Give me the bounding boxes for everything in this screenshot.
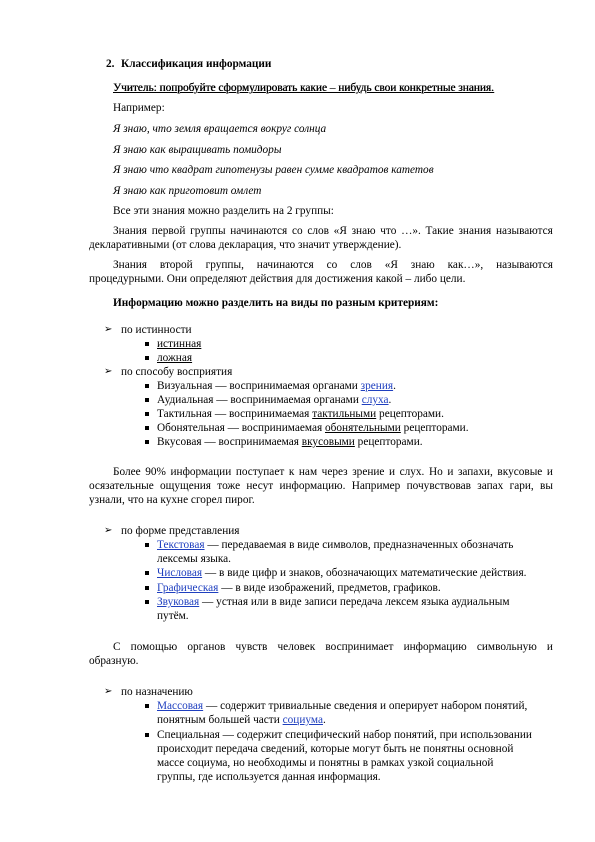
criterion-perception: по способу восприятия [121,366,233,378]
arrow-bullet-icon: ➢ [104,525,113,536]
arrow-bullet-icon: ➢ [104,324,113,335]
paragraph-perceive-line1: С помощью органов чувств человек воспринимает информацию символьную и [113,641,553,653]
form-item-sound: Звуковая — устная или в виде записи передача лексем языка аудиальным [157,596,510,608]
perception-item-visual: Визуальная — воспринимаемая органами зрения. [157,380,396,392]
arrow-bullet-icon: ➢ [104,366,113,377]
truth-item-true: истинная [157,338,202,350]
tactile-term: тактильными [312,408,377,420]
olfactory-term: обонятельными [324,422,401,434]
paragraph-procedural-line2: процедурными. Они определяют действия для достижения какой – либо цели. [89,273,466,285]
square-bullet-icon [145,398,149,402]
square-bullet-icon [145,426,149,430]
groups-intro: Все эти знания можно разделить на 2 группы: [113,205,334,217]
square-bullet-icon [145,733,149,737]
criterion-form: по форме представления [121,525,240,537]
paragraph-senses-line2: осязательные ощущения тоже несут информацию. Например почувствовав запах гари, вы [89,480,553,492]
square-bullet-icon [145,704,149,708]
perception-item-tactile: Тактильная — воспринимаемая тактильными рецепторами. [157,408,444,420]
paragraph-procedural-line1: Знания второй группы, начинаются со слов «Я знаю как…», называются [113,259,553,271]
paragraph-declarative-line1: Знания первой группы начинаются со слов «Я знаю что …». Такие знания называются [113,225,553,237]
square-bullet-icon [145,586,149,590]
purpose-item-mass-cont: понятным большей части социума. [157,714,326,726]
example-item: Я знаю как приготовит омлет [113,185,262,197]
teacher-task: Учитель: попробуйте сформулировать какие – нибудь свои конкретные знания. [113,82,494,94]
perception-item-taste: Вкусовая — воспринимаемая вкусовыми рецепторами. [157,436,423,448]
square-bullet-icon [145,356,149,360]
section-heading: Классификация информации [121,58,272,70]
square-bullet-icon [145,600,149,604]
purpose-item-special: Специальная — содержит специфический набор понятий, при использовании [157,729,532,741]
criteria-heading: Информацию можно разделить на виды по разным критериям: [113,297,439,309]
paragraph-senses-line3: узнали, что на кухне сгорел пирог. [89,494,255,506]
section-number: 2. [106,58,115,70]
link-text-form[interactable]: Текстовая [157,539,205,551]
example-item: Я знаю, что земля вращается вокруг солнца [113,123,327,135]
example-item: Я знаю что квадрат гипотенузы равен сумме квадратов катетов [113,164,434,176]
arrow-bullet-icon: ➢ [104,686,113,697]
link-mass[interactable]: Массовая [157,700,204,712]
form-item-graphic: Графическая — в виде изображений, предметов, графиков. [157,582,441,594]
square-bullet-icon [145,412,149,416]
criterion-purpose: по назначению [121,686,193,698]
square-bullet-icon [145,571,149,575]
form-item-text-cont: лексемы языка. [157,553,231,565]
purpose-item-special-cont: массе социума, но необходимы и понятны в рамках узкой социальной [157,757,494,769]
link-sound-form[interactable]: Звуковая [157,596,200,608]
square-bullet-icon [145,440,149,444]
link-vision[interactable]: зрения [360,380,394,392]
perception-item-audio: Аудиальная — воспринимаемая органами слуха. [157,394,392,406]
link-hearing[interactable]: слуха [361,394,389,406]
criterion-truth: по истинности [121,324,192,336]
paragraph-declarative-line2: декларативными (от слова декларация, что значит утверждение). [89,239,402,251]
square-bullet-icon [145,342,149,346]
paragraph-perceive-line2: образную. [89,655,139,667]
taste-term: вкусовыми [301,436,355,448]
example-label: Например: [113,102,165,114]
link-numeric-form[interactable]: Числовая [157,567,203,579]
link-graphic-form[interactable]: Графическая [157,582,219,594]
purpose-item-mass: Массовая — содержит тривиальные сведения и оперирует набором понятий, [157,700,528,712]
form-item-sound-cont: путём. [157,610,189,622]
perception-item-olfactory: Обонятельная — воспринимаемая обонятельными рецепторами. [157,422,469,434]
form-item-text: Текстовая — передаваемая в виде символов, предназначенных обозначать [157,539,514,551]
truth-item-false: ложная [157,352,193,364]
square-bullet-icon [145,543,149,547]
form-item-numeric: Числовая — в виде цифр и знаков, обозначающих математические действия. [157,567,527,579]
purpose-item-special-cont: группы, где используется данная информация. [157,771,381,783]
paragraph-senses-line1: Более 90% информации поступает к нам через зрение и слух. Но и запахи, вкусовые и [113,466,553,478]
example-item: Я знаю как выращивать помидоры [113,144,282,156]
purpose-item-special-cont: происходит передача сведений, которые могут быть не понятны основной [157,743,514,755]
link-society[interactable]: социума [282,714,323,726]
square-bullet-icon [145,384,149,388]
